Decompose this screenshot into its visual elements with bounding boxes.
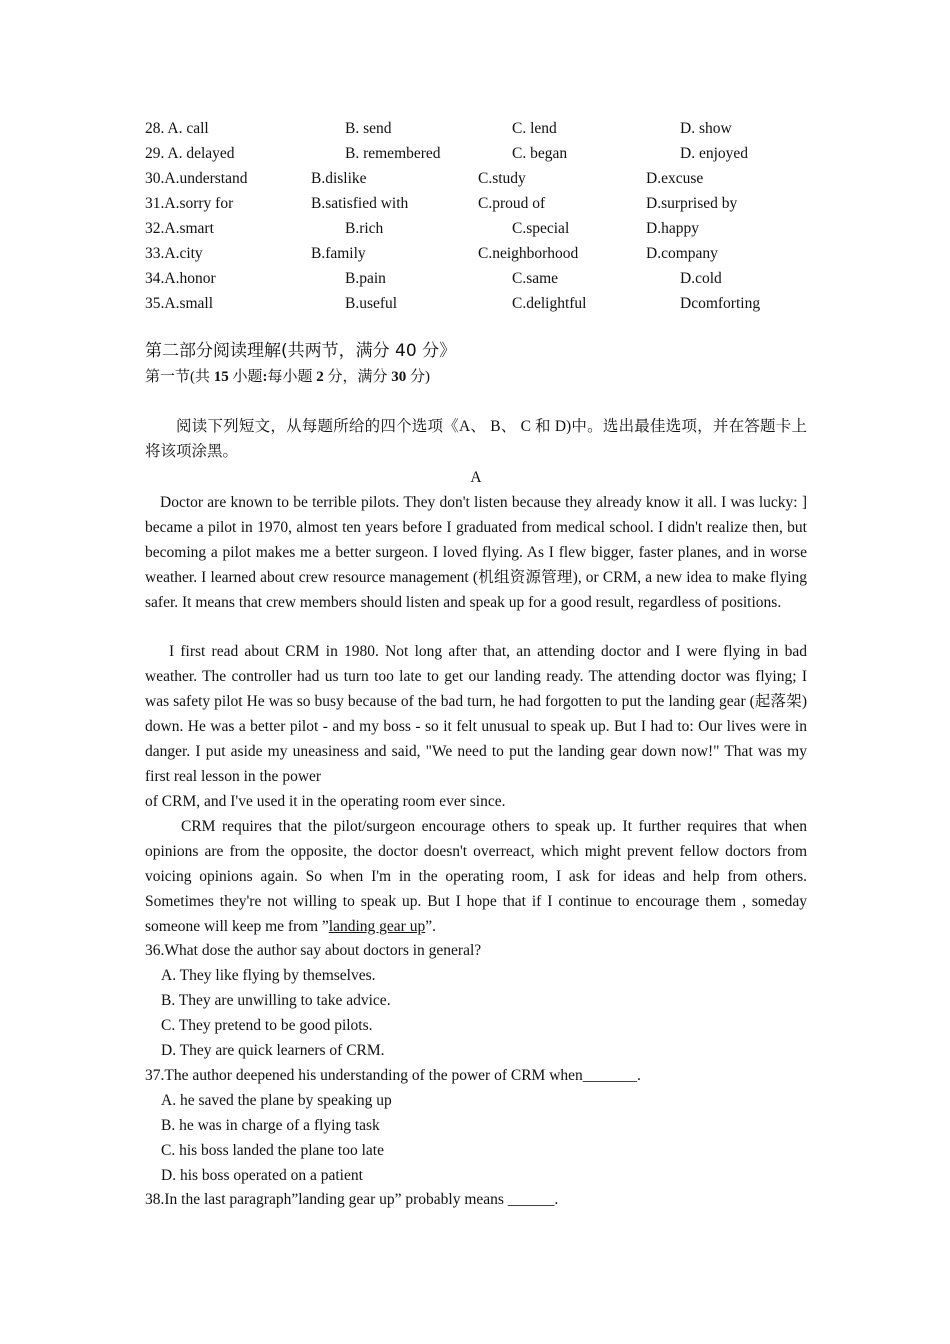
- option-b: B.dislike: [311, 170, 367, 187]
- subtitle-number: 30: [391, 369, 407, 385]
- option-row: [145, 141, 807, 166]
- section-subtitle: [145, 366, 430, 388]
- option-d: D.cold: [680, 270, 722, 287]
- paragraph-3-text: CRM requires that the pilot/surgeon encourage others to speak up. It further requires that when opinions are from the opposite, the doctor doesn't overreact, which might prevent fellow doctors from voicing opinions again. So when I'm in the operating room, I ask for ideas and help from others. Sometimes they're not willing to speak up. But I hope that if I continue to encourage them , someday someone will keep me from ”: [145, 818, 807, 935]
- option-row: [145, 266, 807, 291]
- option-row: [145, 291, 807, 316]
- subtitle-text: 分，满分: [323, 369, 392, 385]
- question-option: C. his boss landed the plane too late: [161, 1142, 384, 1159]
- passage-paragraph-2-tail: of CRM, and I've used it in the operating room ever since.: [145, 793, 506, 810]
- question-option: D. his boss operated on a patient: [161, 1167, 363, 1184]
- option-d: D.happy: [646, 220, 699, 237]
- option-a: 35.A.small: [145, 295, 214, 312]
- option-d: Dcomforting: [680, 295, 761, 312]
- option-b: B. send: [345, 120, 392, 137]
- option-d: D. enjoyed: [680, 145, 749, 162]
- question-stem: 37.The author deepened his understanding of the power of CRM when_______.: [145, 1067, 641, 1084]
- question-option: D. They are quick learners of CRM.: [161, 1042, 385, 1059]
- option-a: 33.A.city: [145, 245, 203, 262]
- subtitle-number: 15: [213, 369, 229, 385]
- paragraph-3-end: ”.: [425, 918, 436, 935]
- option-c: C.same: [512, 270, 559, 287]
- option-c: C.special: [512, 220, 570, 237]
- option-a: 29. A. delayed: [145, 145, 235, 162]
- option-c: C.neighborhood: [478, 245, 579, 262]
- option-a: 34.A.honor: [145, 270, 216, 287]
- underlined-phrase: landing gear up: [328, 918, 426, 935]
- option-b: B.rich: [345, 220, 384, 237]
- option-row: [145, 216, 807, 241]
- passage-paragraph-2: I first read about CRM in 1980. Not long after that, an attending doctor and I were flying in bad weather. The controller had us turn too late to get our landing ready. The attending doctor was flying; I was safety pilot He was so busy because of the bad turn, he had forgotten to put the landing gear (起落架) down. He was a better pilot - and my boss - so it felt unusual to speak up. But I had to: Our lives were in danger. I put aside my uneasiness and said, "We need to put the landing gear down now!" That was my first real lesson in the power: [145, 643, 807, 785]
- option-row: [145, 116, 807, 141]
- subtitle-text: 第一节(共: [145, 369, 214, 385]
- option-row: [145, 191, 807, 216]
- question-option: B. They are unwilling to take advice.: [161, 992, 391, 1009]
- option-row: [145, 241, 807, 266]
- subtitle-text: 分): [406, 369, 431, 385]
- question-option: A. he saved the plane by speaking up: [161, 1092, 392, 1109]
- option-b: B.pain: [345, 270, 386, 287]
- option-a: 32.A.smart: [145, 220, 214, 237]
- option-a: 31.A.sorry for: [145, 195, 234, 212]
- option-b: B.satisfied with: [311, 195, 409, 212]
- option-b: B. remembered: [345, 145, 441, 162]
- subtitle-colon: :: [262, 369, 268, 385]
- option-b: B.family: [311, 245, 366, 262]
- option-a: 28. A. call: [145, 120, 209, 137]
- question-option: A. They like flying by themselves.: [161, 967, 376, 984]
- subtitle-text: 每小题: [267, 369, 317, 385]
- option-a: 30.A.understand: [145, 170, 248, 187]
- option-c: C.proud of: [478, 195, 546, 212]
- option-c: C.delightful: [512, 295, 587, 312]
- option-c: C. lend: [512, 120, 557, 137]
- option-c: C.study: [478, 170, 526, 187]
- option-row: [145, 166, 807, 191]
- question-stem: 36.What dose the author say about doctors in general?: [145, 942, 482, 959]
- question-option: C. They pretend to be good pilots.: [161, 1017, 373, 1034]
- subtitle-text: 小题: [228, 369, 263, 385]
- option-b: B.useful: [345, 295, 398, 312]
- option-d: D. show: [680, 120, 732, 137]
- passage-paragraph-1: Doctor are known to be terrible pilots. They don't listen because they already know it all. I was lucky: ] became a pilot in 1970, almost ten years before I graduated from medical school. I didn't realize then, but becoming a pilot makes me a better surgeon. I loved flying. As I flew bigger, faster planes, and in worse weather. I learned about crew resource management (机组资源管理), or CRM, a new idea to make flying safer. It means that crew members should listen and speak up for a good result, regardless of positions.: [145, 494, 807, 611]
- section-title: 第二部分阅读理解(共两节，满分 40 分》: [145, 341, 457, 361]
- passage-paragraph-3: [145, 814, 807, 939]
- option-d: D.company: [646, 245, 718, 262]
- option-d: D.excuse: [646, 170, 704, 187]
- instructions: 阅读下列短文，从每题所给的四个选项《A、 B、 C 和 D)中。选出最佳选项，并在答题卡上将该项涂黑。: [145, 418, 807, 460]
- option-d: D.surprised by: [646, 195, 738, 212]
- subtitle-number: 2: [316, 369, 324, 385]
- question-option: B. he was in charge of a flying task: [161, 1117, 380, 1134]
- option-c: C. began: [512, 145, 568, 162]
- passage-label: A: [470, 469, 482, 486]
- question-stem: 38.In the last paragraph”landing gear up” probably means ______.: [145, 1191, 559, 1208]
